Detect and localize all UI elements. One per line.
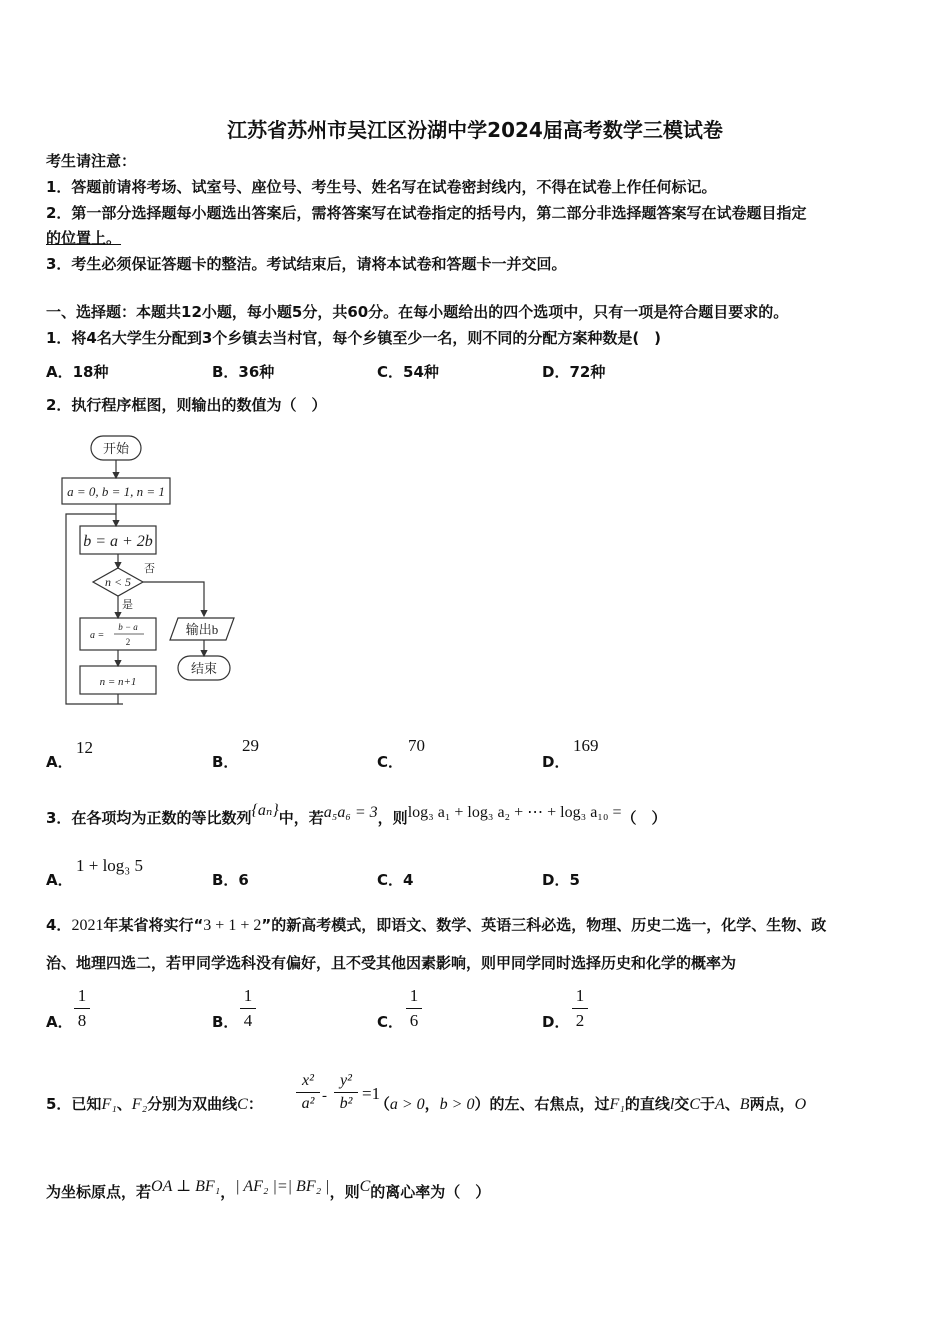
q5-c: C bbox=[237, 1096, 248, 1113]
q4-option-b-letter: B． bbox=[212, 1013, 239, 1031]
q5-text-5: 交 bbox=[674, 1095, 690, 1113]
q4-mode: 3 + 1 + 2 bbox=[203, 917, 262, 934]
flow-update-b-label: b = a + 2b bbox=[83, 533, 153, 550]
q5-eq-rhs: =1 bbox=[362, 1084, 381, 1103]
section-heading: 一、选择题：本题共12小题，每小题5分，共60分。在每小题给出的四个选项中，只有一项是符合题目要求的。 bbox=[46, 303, 789, 321]
q4-line1-b: ”的新高考模式，即语文、数学、英语三科必选，物理、历史二选一，化学、生物、政 bbox=[261, 916, 827, 934]
q2-option-b-letter: B． bbox=[212, 753, 239, 771]
q5-eq-minus: - bbox=[322, 1088, 327, 1104]
q5-dun: 、 bbox=[724, 1095, 740, 1113]
q5-f1-b: F₁ bbox=[609, 1096, 625, 1113]
q2-flowchart bbox=[58, 430, 258, 715]
q3-option-b: B．6 bbox=[212, 871, 249, 889]
q5-eq-a: a² bbox=[301, 1095, 315, 1112]
q4-line2: 治、地理四选二，若甲同学选科没有偏好，且不受其他因素影响，则甲同学同时选择历史和化学的概率为 bbox=[46, 954, 737, 972]
flow-yes-label: 是 bbox=[122, 599, 133, 611]
q2-option-c-letter: C． bbox=[377, 753, 404, 771]
q5-cond-b: b > 0 bbox=[439, 1096, 475, 1113]
q5-eq-y: y² bbox=[340, 1072, 352, 1089]
q4-option-a-fraction bbox=[74, 986, 90, 1031]
q5-text-1: 5．已知 bbox=[46, 1095, 102, 1113]
flow-end-label: 结束 bbox=[190, 661, 218, 676]
q3-option-a-letter: A． bbox=[46, 871, 73, 889]
q1-option-b: B．36种 bbox=[212, 363, 275, 381]
q5-eq-x-fraction bbox=[296, 1072, 320, 1113]
q4-option-b-fraction bbox=[240, 986, 256, 1031]
q5-point-a: A bbox=[715, 1096, 725, 1113]
q4-option-a-num: 1 bbox=[77, 986, 87, 1005]
flow-init-label: a = 0, b = 1, n = 1 bbox=[67, 484, 165, 499]
q3-option-d: D．5 bbox=[542, 871, 580, 889]
flow-update-a-lhs: a = bbox=[90, 630, 105, 641]
q3-prefix: 3．在各项均为正数的等比数列 bbox=[46, 809, 252, 827]
q4-line1 bbox=[46, 915, 826, 936]
notice-heading: 考生请注意： bbox=[46, 152, 137, 170]
q3-option-c: C．4 bbox=[377, 871, 414, 889]
q4-option-b-num: 1 bbox=[243, 986, 253, 1005]
q1-option-c: C．54种 bbox=[377, 363, 439, 381]
q1-option-d: D．72种 bbox=[542, 363, 606, 381]
q5-eq-b: b² bbox=[339, 1095, 353, 1112]
q2-stem: 2．执行程序框图，则输出的数值为（ ） bbox=[46, 396, 327, 414]
flow-update-a-num: b − a bbox=[118, 622, 138, 632]
q5-origin: O bbox=[794, 1096, 807, 1113]
notice-item-1: 1．答题前请将考场、试室号、座位号、考生号、姓名写在试卷密封线内，不得在试卷上作任何标记。 bbox=[46, 178, 717, 196]
flow-no-label: 否 bbox=[144, 563, 155, 575]
q2-option-d-letter: D． bbox=[542, 753, 570, 771]
q3-option-a-value: 1 + log₃ 5 bbox=[76, 856, 143, 875]
q5-l: l bbox=[669, 1096, 675, 1113]
notice-item-2: 2．第一部分选择题每小题选出答案后，需将答案写在试卷指定的括号内，第二部分非选择题答案写在试卷题目指定 bbox=[46, 204, 807, 222]
q5-eq-x: x² bbox=[302, 1072, 314, 1089]
notice-item-3: 3．考生必须保证答题卡的整洁。考试结束后，请将本试卷和答题卡一并交回。 bbox=[46, 255, 567, 273]
q3-suffix: （ ） bbox=[621, 809, 667, 827]
q4-option-c-den: 6 bbox=[409, 1011, 419, 1030]
q3-sequence: {aₙ} bbox=[251, 802, 279, 819]
q5-paren: （ bbox=[374, 1095, 390, 1113]
q5-line2-text-3: 的离心率为（ ） bbox=[370, 1183, 491, 1201]
q5-cond-a: a > 0 bbox=[389, 1096, 425, 1113]
q4-option-c-fraction bbox=[406, 986, 422, 1031]
q4-option-d-fraction bbox=[572, 986, 588, 1031]
q5-line2-comma: ， bbox=[220, 1183, 236, 1201]
q5-text-6: 于 bbox=[699, 1095, 715, 1113]
q5-text-4: 的直线 bbox=[624, 1095, 670, 1113]
q2-option-c-value: 70 bbox=[408, 736, 425, 755]
q5-text-3: ）的左、右焦点，过 bbox=[474, 1095, 610, 1113]
q2-option-d-value: 169 bbox=[573, 736, 599, 755]
q5-line1 bbox=[46, 1094, 806, 1115]
q5-comma: ， bbox=[424, 1095, 440, 1113]
flow-update-a-den: 2 bbox=[125, 637, 131, 647]
q4-option-c-num: 1 bbox=[409, 986, 419, 1005]
q4-option-d-den: 2 bbox=[575, 1011, 585, 1030]
flow-update-n-label: n = n+1 bbox=[99, 676, 137, 688]
flow-output-label: 输出b bbox=[185, 622, 219, 637]
q4-option-a-den: 8 bbox=[77, 1011, 87, 1030]
page-title: 江苏省苏州市吴江区汾湖中学2024届高考数学三模试卷 bbox=[227, 118, 723, 142]
q4-option-d-letter: D． bbox=[542, 1013, 570, 1031]
q2-option-a-letter: A． bbox=[46, 753, 73, 771]
q1-option-a: A．18种 bbox=[46, 363, 109, 381]
q5-sep: 、 bbox=[116, 1095, 132, 1113]
q5-line2-c: C bbox=[359, 1178, 371, 1195]
q4-option-b-den: 4 bbox=[243, 1011, 253, 1030]
q4-option-d-num: 1 bbox=[575, 986, 585, 1005]
q3-stem-line bbox=[46, 802, 667, 829]
flow-start-label: 开始 bbox=[102, 441, 130, 456]
q5-c-2: C bbox=[689, 1096, 700, 1113]
q3-condition: a₅a₆ = 3 bbox=[323, 804, 378, 821]
flow-cond-label: n < 5 bbox=[104, 575, 132, 589]
q5-f1: F₁ bbox=[101, 1096, 117, 1113]
q5-abs-condition: | AF₂ |=| BF₂ | bbox=[235, 1178, 330, 1195]
q3-mid1: 中，若 bbox=[278, 809, 324, 827]
notice-item-2-cont: 的位置上。 bbox=[46, 229, 122, 247]
q3-mid2: ，则 bbox=[377, 809, 408, 827]
q2-option-a-value: 12 bbox=[76, 738, 93, 757]
q5-eq-y-fraction bbox=[334, 1072, 358, 1113]
q5-text-7: 两点， bbox=[749, 1095, 795, 1113]
q4-line1-a: 年某省将实行“ bbox=[103, 916, 204, 934]
q2-option-b-value: 29 bbox=[242, 736, 259, 755]
q1-stem: 1．将4名大学生分配到3个乡镇去当村官，每个乡镇至少一名，则不同的分配方案种数是( ) bbox=[46, 329, 662, 347]
q4-option-c-letter: C． bbox=[377, 1013, 404, 1031]
q5-point-b: B bbox=[739, 1096, 750, 1113]
q5-perp-condition: OA ⊥ BF₁ bbox=[151, 1178, 221, 1195]
q5-f2: F₂ bbox=[131, 1096, 148, 1113]
q5-line2-text-2: ，则 bbox=[329, 1183, 360, 1201]
q4-option-a-letter: A． bbox=[46, 1013, 73, 1031]
q3-expression: log₃ a₁ + log₃ a₂ + ⋯ + log₃ a₁₀ = bbox=[407, 804, 622, 821]
q5-line2-text-1: 为坐标原点，若 bbox=[46, 1183, 152, 1201]
q5-text-2: 分别为双曲线 bbox=[147, 1095, 238, 1113]
q4-year: 2021 bbox=[71, 917, 104, 934]
q4-prefix: 4． bbox=[46, 916, 72, 934]
q5-line2 bbox=[46, 1178, 491, 1203]
q5-colon: ： bbox=[247, 1095, 263, 1113]
